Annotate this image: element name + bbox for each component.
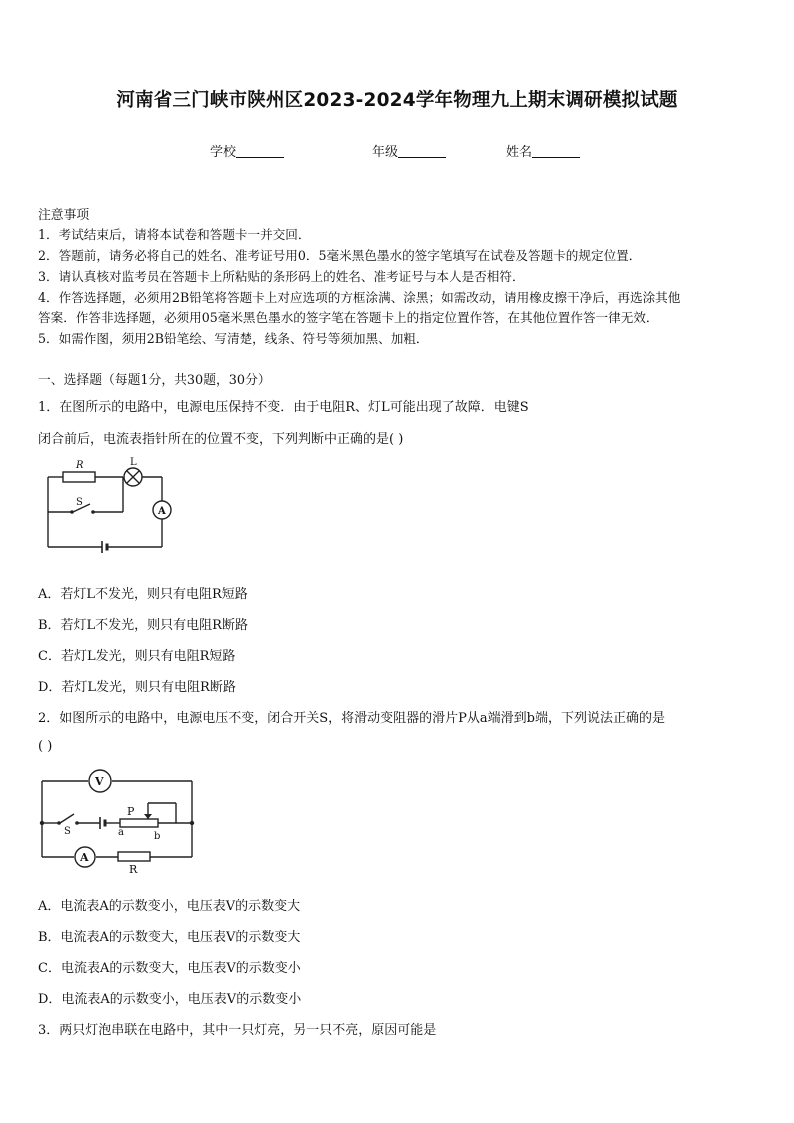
section-heading: 一、选择题（每题1分，共30题，30分） <box>38 373 271 388</box>
q2-stem-line1: 2．如图所示的电路中，电源电压不变，闭合开关S，将滑动变阻器的滑片P从a端滑到b端，下列说法正确的是 <box>38 711 665 726</box>
q2-option-b[interactable]: B．电流表A的示数变大，电压表V的示数变大 <box>38 930 301 945</box>
page-title: 河南省三门峡市陕州区2023-2024学年物理九上期末调研模拟试题 <box>116 90 678 111</box>
label-a-end: a <box>118 827 124 838</box>
label-s: S <box>76 497 83 508</box>
switch-s-symbol <box>60 814 74 823</box>
grade-blank[interactable] <box>398 145 446 158</box>
notice-item: 3．请认真核对监考员在答题卡上所粘贴的条形码上的姓名、准考证号与本人是否相符． <box>38 269 525 284</box>
notice-item: 4．作答选择题，必须用2B铅笔将答题卡上对应选项的方框涂满、涂黑；如需改动，请用橡皮擦干净后，再选涂其他 <box>38 290 681 305</box>
resistor-r-symbol <box>63 472 95 482</box>
rheostat-symbol <box>120 819 158 827</box>
notice-item: 1．考试结束后，请将本试卷和答题卡一并交回． <box>38 227 311 242</box>
label-r: R <box>129 863 138 876</box>
notice-item: 2．答题前，请务必将自己的姓名、准考证号用0．5毫米黑色墨水的签字笔填写在试卷及答题卡的规定位置． <box>38 248 642 263</box>
name-blank[interactable] <box>532 145 580 158</box>
school-label: 学校 <box>210 145 237 160</box>
q2-option-c[interactable]: C．电流表A的示数变大，电压表V的示数变小 <box>38 961 301 976</box>
q3-stem-line1: 3．两只灯泡串联在电路中，其中一只灯亮，另一只不亮，原因可能是 <box>38 1023 437 1038</box>
school-blank[interactable] <box>236 145 284 158</box>
notice-item: 答案．作答非选择题，必须用05毫米黑色墨水的签字笔在答题卡上的指定位置作答，在其他位置作答一律无效． <box>38 310 659 325</box>
label-r: R <box>76 460 84 471</box>
q1-option-d[interactable]: D．若灯L发光，则只有电阻R断路 <box>38 680 236 695</box>
q1-stem-line1: 1．在图所示的电路中，电源电压保持不变．由于电阻R、灯L可能出现了故障．电键S <box>38 400 529 415</box>
q2-option-d[interactable]: D．电流表A的示数变小，电压表V的示数变小 <box>38 992 302 1007</box>
notice-heading: 注意事项 <box>38 208 90 223</box>
q1-circuit-diagram <box>38 452 178 557</box>
q2-option-a[interactable]: A．电流表A的示数变小，电压表V的示数变大 <box>38 899 301 914</box>
label-l: L <box>130 457 137 468</box>
label-b-end: b <box>154 831 161 842</box>
grade-label: 年级 <box>372 145 399 160</box>
label-p: P <box>127 805 135 818</box>
name-field <box>506 141 580 160</box>
q1-option-a[interactable]: A．若灯L不发光，则只有电阻R短路 <box>38 587 248 602</box>
grade-field <box>372 141 446 160</box>
label-s: S <box>64 826 71 837</box>
q2-stem-line2: ( ) <box>38 739 53 754</box>
q1-option-b[interactable]: B．若灯L不发光，则只有电阻R断路 <box>38 618 248 633</box>
q1-stem-line2: 闭合前后，电流表指针所在的位置不变，下列判断中正确的是( ) <box>38 432 404 447</box>
notice-item: 5．如需作图，须用2B铅笔绘、写清楚，线条、符号等须加黑、加粗． <box>38 331 429 346</box>
q2-circuit-diagram <box>36 768 200 878</box>
label-a: A <box>158 506 166 517</box>
name-label: 姓名 <box>506 145 533 160</box>
school-field <box>210 141 284 160</box>
q1-option-c[interactable]: C．若灯L发光，则只有电阻R短路 <box>38 649 236 664</box>
label-v: V <box>95 775 104 788</box>
resistor-r-symbol <box>118 852 150 861</box>
label-ammeter: A <box>80 851 89 864</box>
